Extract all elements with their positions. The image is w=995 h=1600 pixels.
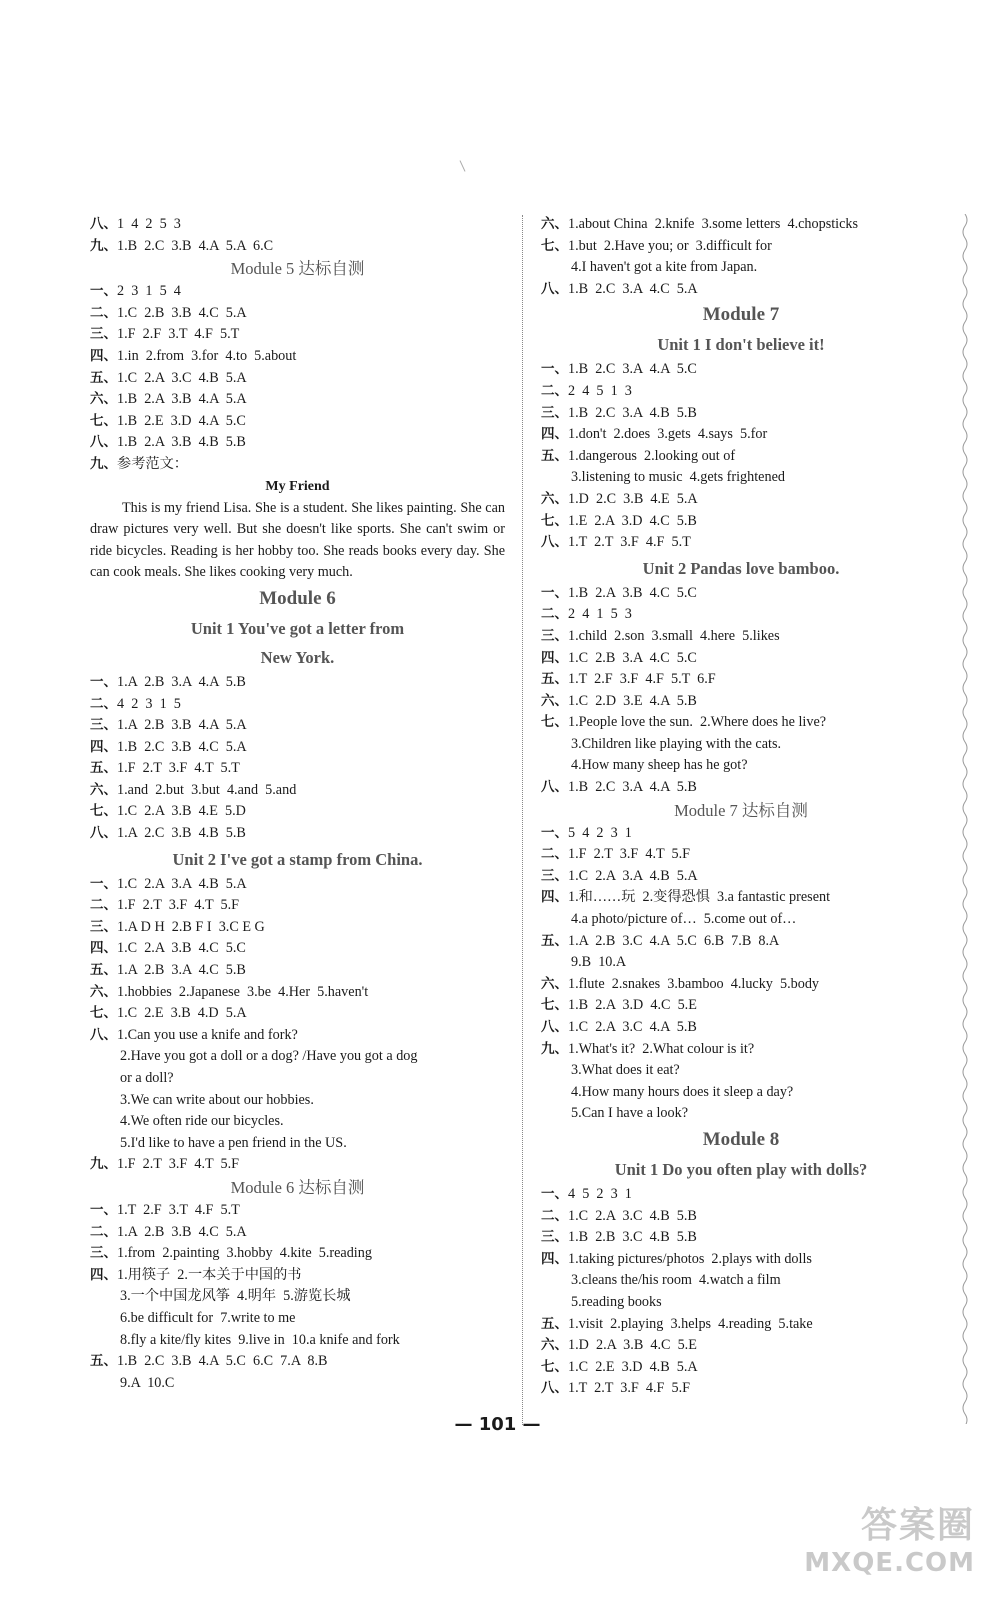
answer-continuation: 9.A 10.C	[120, 1374, 175, 1391]
answer-text: 2 4 5 1 3	[568, 382, 632, 399]
answer-line	[541, 1378, 941, 1400]
answer-continuation: 4.How many sheep has he got?	[571, 757, 748, 774]
section-label: 七、	[541, 997, 568, 1014]
answer-continuation: 3.What does it eat?	[571, 1062, 680, 1079]
section-label: 七、	[541, 714, 568, 731]
answer-line	[90, 214, 505, 236]
section-label: 一、	[90, 673, 117, 690]
answer-line	[90, 823, 505, 845]
answer-continuation: 6.be difficult for 7.write to me	[120, 1309, 296, 1326]
answer-text: 1.B 2.A 3.B 4.B 5.B	[117, 434, 246, 451]
answer-line	[541, 1314, 941, 1336]
answer-text: 1.C 2.A 3.A 4.B 5.A	[568, 867, 698, 884]
answer-continuation: 2.Have you got a doll or a dog? /Have you got a dog	[120, 1048, 418, 1065]
answer-line	[541, 279, 941, 301]
answer-continuation: 5.Can I have a look?	[571, 1105, 689, 1122]
answer-text: 1.flute 2.snakes 3.bamboo 4.lucky 5.body	[568, 975, 820, 992]
answer-text: 1.B 2.C 3.A 4.C 5.A	[568, 280, 698, 297]
section-label: 七、	[541, 237, 568, 254]
section-label: 一、	[541, 584, 568, 601]
answer-line	[541, 511, 941, 533]
section-label: 五、	[90, 760, 117, 777]
answer-continuation: 3.一个中国龙风筝 4.明年 5.游览长城	[120, 1288, 351, 1305]
answer-text: 1.用筷子 2.一本关于中国的书	[117, 1266, 302, 1283]
answer-line	[541, 1039, 941, 1061]
section-label: 五、	[541, 1315, 568, 1332]
section-label: 二、	[90, 1223, 117, 1240]
answer-text: 1.C 2.A 3.C 4.B 5.B	[568, 1207, 697, 1224]
unit-heading: Unit 2 Pandas love bamboo.	[642, 558, 840, 578]
answer-line	[541, 626, 941, 648]
answer-text: 1.B 2.C 3.A 4.B 5.B	[568, 404, 697, 421]
section-label: 八、	[541, 1380, 568, 1397]
answer-text: 4 2 3 1 5	[117, 695, 181, 712]
answer-continuation: 4.a photo/picture of… 5.come out of…	[571, 911, 797, 928]
section-label: 四、	[90, 1266, 117, 1283]
module-heading: Module 7	[702, 304, 780, 326]
answer-line	[541, 236, 941, 258]
answer-line	[541, 532, 941, 554]
answer-text: 1.C 2.A 3.C 4.A 5.B	[568, 1019, 697, 1035]
answer-text: 2 4 1 5 3	[568, 606, 632, 623]
answer-text: 1.B 2.C 3.A 4.A 5.C	[568, 361, 697, 378]
answer-line	[90, 281, 505, 303]
answer-line	[90, 874, 505, 896]
section-label: 三、	[541, 1229, 568, 1246]
section-label: 六、	[90, 983, 117, 1000]
answer-text: 1.A 2.B 3.A 4.C 5.B	[117, 962, 246, 979]
answer-text: 1.child 2.son 3.small 4.here 5.likes	[568, 627, 780, 644]
answer-text: 5 4 2 3 1	[568, 824, 632, 841]
answer-line	[90, 368, 505, 390]
section-label: 八、	[541, 280, 568, 297]
answer-line	[541, 669, 941, 691]
section-label: 六、	[90, 391, 117, 408]
answer-line	[541, 1227, 941, 1249]
answer-line	[541, 403, 941, 425]
answer-line	[90, 917, 505, 939]
answer-line	[90, 938, 505, 960]
answer-text: 1.C 2.B 3.B 4.C 5.A	[117, 304, 247, 321]
section-label: 二、	[541, 382, 568, 399]
section-label: 九、	[90, 1156, 117, 1173]
answer-text: 1.A 2.B 3.A 4.A 5.B	[117, 673, 246, 690]
answer-line	[90, 982, 505, 1004]
answer-text: 1.B 2.A 3.B 4.A 5.A	[117, 391, 247, 408]
answer-line	[90, 1003, 505, 1025]
answer-line	[90, 454, 505, 476]
answer-text: 1.F 2.T 3.F 4.T 5.F	[568, 846, 691, 863]
section-label: 四、	[541, 649, 568, 666]
answer-line	[541, 931, 941, 953]
section-label: 七、	[90, 412, 117, 429]
answer-text: 1.taking pictures/photos 2.plays with dolls	[568, 1250, 812, 1267]
watermark-logo	[804, 1497, 975, 1578]
answer-text: 1 4 2 5 3	[117, 216, 181, 232]
answer-text: 1.F 2.T 3.F 4.T 5.T	[117, 760, 240, 777]
section-label: 二、	[541, 1207, 568, 1224]
answer-text: 1.C 2.E 3.B 4.D 5.A	[117, 1005, 247, 1022]
answer-line	[541, 359, 941, 381]
answer-line	[541, 604, 941, 626]
left-answer-column	[90, 214, 505, 1394]
answer-line	[90, 758, 505, 780]
section-label: 七、	[90, 803, 117, 820]
answer-text: 参考范文：	[117, 455, 188, 472]
answer-text: 1.T 2.F 3.T 4.F 5.T	[117, 1201, 240, 1218]
answer-text: 1.A D H 2.B F I 3.C E G	[117, 918, 265, 935]
essay-paragraph: This is my friend Lisa. She is a student. She likes painting. She can draw pictures very well. But she doesn't like sports. She can't swim or ride bicycles. Reading is her hobby too. She reads books every day. She can cook meals. She likes cooking very much.	[90, 499, 505, 581]
answer-line	[90, 303, 505, 325]
answer-text: 1.C 2.E 3.D 4.B 5.A	[568, 1358, 698, 1375]
answer-line	[90, 236, 505, 258]
answer-text: 2 3 1 5 4	[117, 283, 181, 300]
answer-text: 1.B 2.C 3.B 4.C 5.A	[117, 738, 247, 755]
section-label: 四、	[90, 738, 117, 755]
answer-continuation: or a doll?	[120, 1070, 174, 1086]
answer-line	[541, 887, 941, 909]
section-label: 八、	[541, 534, 568, 551]
section-label: 三、	[541, 404, 568, 421]
answer-line	[90, 346, 505, 368]
answer-line	[541, 214, 941, 236]
section-label: 一、	[90, 875, 117, 892]
section-label: 一、	[90, 1201, 117, 1218]
answer-line	[90, 715, 505, 737]
section-label: 九、	[541, 1040, 568, 1057]
essay-title: My Friend	[265, 478, 330, 494]
answer-text: 1.D 2.C 3.B 4.E 5.A	[568, 490, 698, 507]
section-label: 六、	[541, 216, 568, 232]
answer-line	[90, 432, 505, 454]
section-label: 一、	[541, 361, 568, 378]
unit-heading: New York.	[260, 647, 335, 667]
answer-text: 1.F 2.F 3.T 4.F 5.T	[117, 326, 240, 343]
section-label: 八、	[541, 1019, 568, 1035]
page-edge-wave	[960, 214, 970, 1424]
answer-text: 1.from 2.painting 3.hobby 4.kite 5.reading	[117, 1245, 372, 1262]
answer-line	[541, 866, 941, 888]
answer-line	[541, 691, 941, 713]
section-label: 四、	[90, 940, 117, 957]
answer-text: 1.B 2.C 3.B 4.A 5.C 6.C 7.A 8.B	[117, 1353, 328, 1370]
module-heading: Module 8	[702, 1128, 780, 1150]
answer-line	[541, 1249, 941, 1271]
section-label: 八、	[90, 434, 117, 451]
answer-line	[90, 411, 505, 433]
page-number: — 101 —	[454, 1414, 541, 1435]
section-label: 六、	[541, 692, 568, 709]
answer-text: 1.和……玩 2.变得恐惧 3.a fantastic present	[568, 889, 831, 906]
answer-text: 1.F 2.T 3.F 4.T 5.F	[117, 1156, 240, 1173]
section-label: 六、	[541, 490, 568, 507]
section-label: 三、	[90, 717, 117, 734]
answer-continuation: 9.B 10.A	[571, 954, 627, 971]
answer-text: 1.A 2.B 3.C 4.A 5.C 6.B 7.B 8.A	[568, 932, 780, 949]
answer-line	[90, 672, 505, 694]
answer-text: 1.dangerous 2.looking out of	[568, 447, 736, 464]
section-label: 四、	[541, 889, 568, 906]
section-label: 五、	[541, 447, 568, 464]
answer-line	[541, 424, 941, 446]
answer-line	[90, 1222, 505, 1244]
answer-line	[541, 974, 941, 996]
answer-line	[90, 895, 505, 917]
section-label: 四、	[90, 347, 117, 364]
answer-text: 1.C 2.A 3.B 4.C 5.C	[117, 940, 246, 957]
unit-heading: Unit 1 I don't believe it!	[657, 335, 825, 355]
section-label: 四、	[541, 1250, 568, 1267]
answer-text: 1.B 2.B 3.C 4.B 5.B	[568, 1229, 697, 1246]
section-label: 八、	[90, 216, 117, 232]
answer-text: 1.C 2.B 3.A 4.C 5.C	[568, 649, 697, 666]
section-label: 二、	[541, 606, 568, 623]
answer-text: 1.T 2.T 3.F 4.F 5.F	[568, 1380, 691, 1397]
watermark-en: MXQE.COM	[804, 1548, 975, 1578]
section-label: 三、	[541, 867, 568, 884]
answer-line	[541, 712, 941, 734]
answer-line	[90, 737, 505, 759]
unit-heading: Unit 1 You've got a letter from	[190, 618, 405, 638]
answer-continuation: 5.I'd like to have a pen friend in the US.	[120, 1134, 347, 1151]
answer-line	[541, 1335, 941, 1357]
answer-line	[541, 1184, 941, 1206]
section-label: 一、	[541, 1185, 568, 1202]
answer-line	[90, 1154, 505, 1176]
answer-line	[541, 844, 941, 866]
section-label: 六、	[541, 975, 568, 992]
answer-line	[90, 694, 505, 716]
answer-line	[541, 381, 941, 403]
answer-text: 1.in 2.from 3.for 4.to 5.about	[117, 347, 297, 364]
answer-line	[541, 995, 941, 1017]
answer-text: 1.C 2.A 3.C 4.B 5.A	[117, 369, 247, 386]
answer-line	[90, 960, 505, 982]
section-label: 八、	[90, 1026, 117, 1043]
answer-line	[541, 489, 941, 511]
section-label: 五、	[541, 932, 568, 949]
answer-text: 1.B 2.E 3.D 4.A 5.C	[117, 412, 246, 429]
answer-continuation: 8.fly a kite/fly kites 9.live in 10.a knife and fork	[120, 1331, 400, 1348]
section-label: 一、	[90, 283, 117, 300]
answer-text: 1.D 2.A 3.B 4.C 5.E	[568, 1337, 697, 1354]
answer-line	[90, 1200, 505, 1222]
section-label: 七、	[541, 1358, 568, 1375]
answer-line	[90, 1025, 505, 1047]
answer-text: 1.F 2.T 3.F 4.T 5.F	[117, 897, 240, 914]
answer-line	[541, 1357, 941, 1379]
section-label: 五、	[541, 671, 568, 688]
unit-heading: Unit 1 Do you often play with dolls?	[614, 1159, 868, 1179]
section-label: 六、	[90, 781, 117, 798]
answer-text: 1.What's it? 2.What colour is it?	[568, 1040, 755, 1057]
answer-continuation: 3.Children like playing with the cats.	[571, 735, 782, 752]
answer-continuation: 3.We can write about our hobbies.	[120, 1091, 314, 1108]
answer-continuation: 3.listening to music 4.gets frightened	[571, 469, 785, 486]
unit-heading: Unit 2 I've got a stamp from China.	[172, 849, 423, 869]
right-answer-column	[541, 214, 941, 1400]
answer-text: 1.don't 2.does 3.gets 4.says 5.for	[568, 426, 768, 443]
answer-line	[90, 801, 505, 823]
answer-text: 1.C 2.A 3.B 4.E 5.D	[117, 803, 246, 820]
answer-line	[541, 583, 941, 605]
section-label: 四、	[541, 426, 568, 443]
answer-text: 1.A 2.C 3.B 4.B 5.B	[117, 825, 246, 842]
column-divider	[522, 215, 523, 1425]
answer-text: 1.visit 2.playing 3.helps 4.reading 5.take	[568, 1315, 813, 1332]
answer-line	[90, 1351, 505, 1373]
section-label: 八、	[541, 779, 568, 796]
answer-line	[541, 823, 941, 845]
scan-mark	[460, 160, 466, 171]
answer-text: 1.People love the sun. 2.Where does he live?	[568, 714, 827, 731]
answer-text: 4 5 2 3 1	[568, 1185, 632, 1202]
section-label: 七、	[541, 512, 568, 529]
self-test-heading: Module 5 达标自测	[230, 259, 365, 279]
answer-line	[541, 648, 941, 670]
answer-text: 1.Can you use a knife and fork?	[117, 1026, 298, 1043]
answer-continuation: 4.We often ride our bicycles.	[120, 1113, 284, 1130]
section-label: 三、	[541, 627, 568, 644]
module-heading: Module 6	[259, 587, 336, 609]
self-test-heading: Module 7 达标自测	[674, 800, 808, 820]
answer-text: 1.C 2.A 3.A 4.B 5.A	[117, 875, 247, 892]
answer-text: 1.B 2.A 3.D 4.C 5.E	[568, 997, 697, 1014]
section-label: 九、	[90, 237, 117, 254]
section-label: 三、	[90, 326, 117, 343]
answer-text: 1.A 2.B 3.B 4.C 5.A	[117, 1223, 247, 1240]
answer-text: 1.B 2.C 3.B 4.A 5.A 6.C	[117, 237, 274, 254]
answer-text: 1.T 2.F 3.F 4.F 5.T 6.F	[568, 671, 716, 688]
answer-text: 1.E 2.A 3.D 4.C 5.B	[568, 512, 697, 529]
watermark-cn: 答案圈	[860, 1505, 975, 1546]
answer-line	[90, 780, 505, 802]
answer-line	[541, 1017, 941, 1039]
answer-continuation: 5.reading books	[571, 1293, 662, 1310]
answer-line	[90, 1265, 505, 1287]
answer-continuation: 4.I haven't got a kite from Japan.	[571, 259, 758, 276]
section-label: 三、	[90, 918, 117, 935]
answer-line	[90, 389, 505, 411]
section-label: 二、	[541, 846, 568, 863]
section-label: 九、	[90, 455, 117, 472]
answer-text: 1.but 2.Have you; or 3.difficult for	[568, 237, 772, 254]
self-test-heading: Module 6 达标自测	[230, 1177, 365, 1197]
section-label: 二、	[90, 897, 117, 914]
answer-text: 1.B 2.A 3.B 4.C 5.C	[568, 584, 697, 601]
answer-text: 1.hobbies 2.Japanese 3.be 4.Her 5.haven't	[117, 983, 369, 1000]
section-label: 五、	[90, 369, 117, 386]
section-label: 八、	[90, 825, 117, 842]
section-label: 二、	[90, 695, 117, 712]
answer-text: 1.and 2.but 3.but 4.and 5.and	[117, 781, 297, 798]
section-label: 五、	[90, 962, 117, 979]
answer-text: 1.C 2.D 3.E 4.A 5.B	[568, 692, 697, 709]
answer-text: 1.T 2.T 3.F 4.F 5.T	[568, 534, 691, 551]
answer-continuation: 3.cleans the/his room 4.watch a film	[571, 1272, 781, 1289]
answer-line	[541, 446, 941, 468]
answer-line	[541, 777, 941, 799]
section-label: 一、	[541, 824, 568, 841]
answer-line	[90, 324, 505, 346]
section-label: 五、	[90, 1353, 117, 1370]
section-label: 二、	[90, 304, 117, 321]
answer-text: 1.A 2.B 3.B 4.A 5.A	[117, 717, 247, 734]
section-label: 三、	[90, 1245, 117, 1262]
answer-line	[90, 1243, 505, 1265]
section-label: 七、	[90, 1005, 117, 1022]
answer-line	[541, 1206, 941, 1228]
answer-continuation: 4.How many hours does it sleep a day?	[571, 1083, 794, 1100]
section-label: 六、	[541, 1337, 568, 1354]
answer-text: 1.B 2.C 3.A 4.A 5.B	[568, 779, 697, 796]
answer-text: 1.about China 2.knife 3.some letters 4.chopsticks	[568, 216, 859, 232]
